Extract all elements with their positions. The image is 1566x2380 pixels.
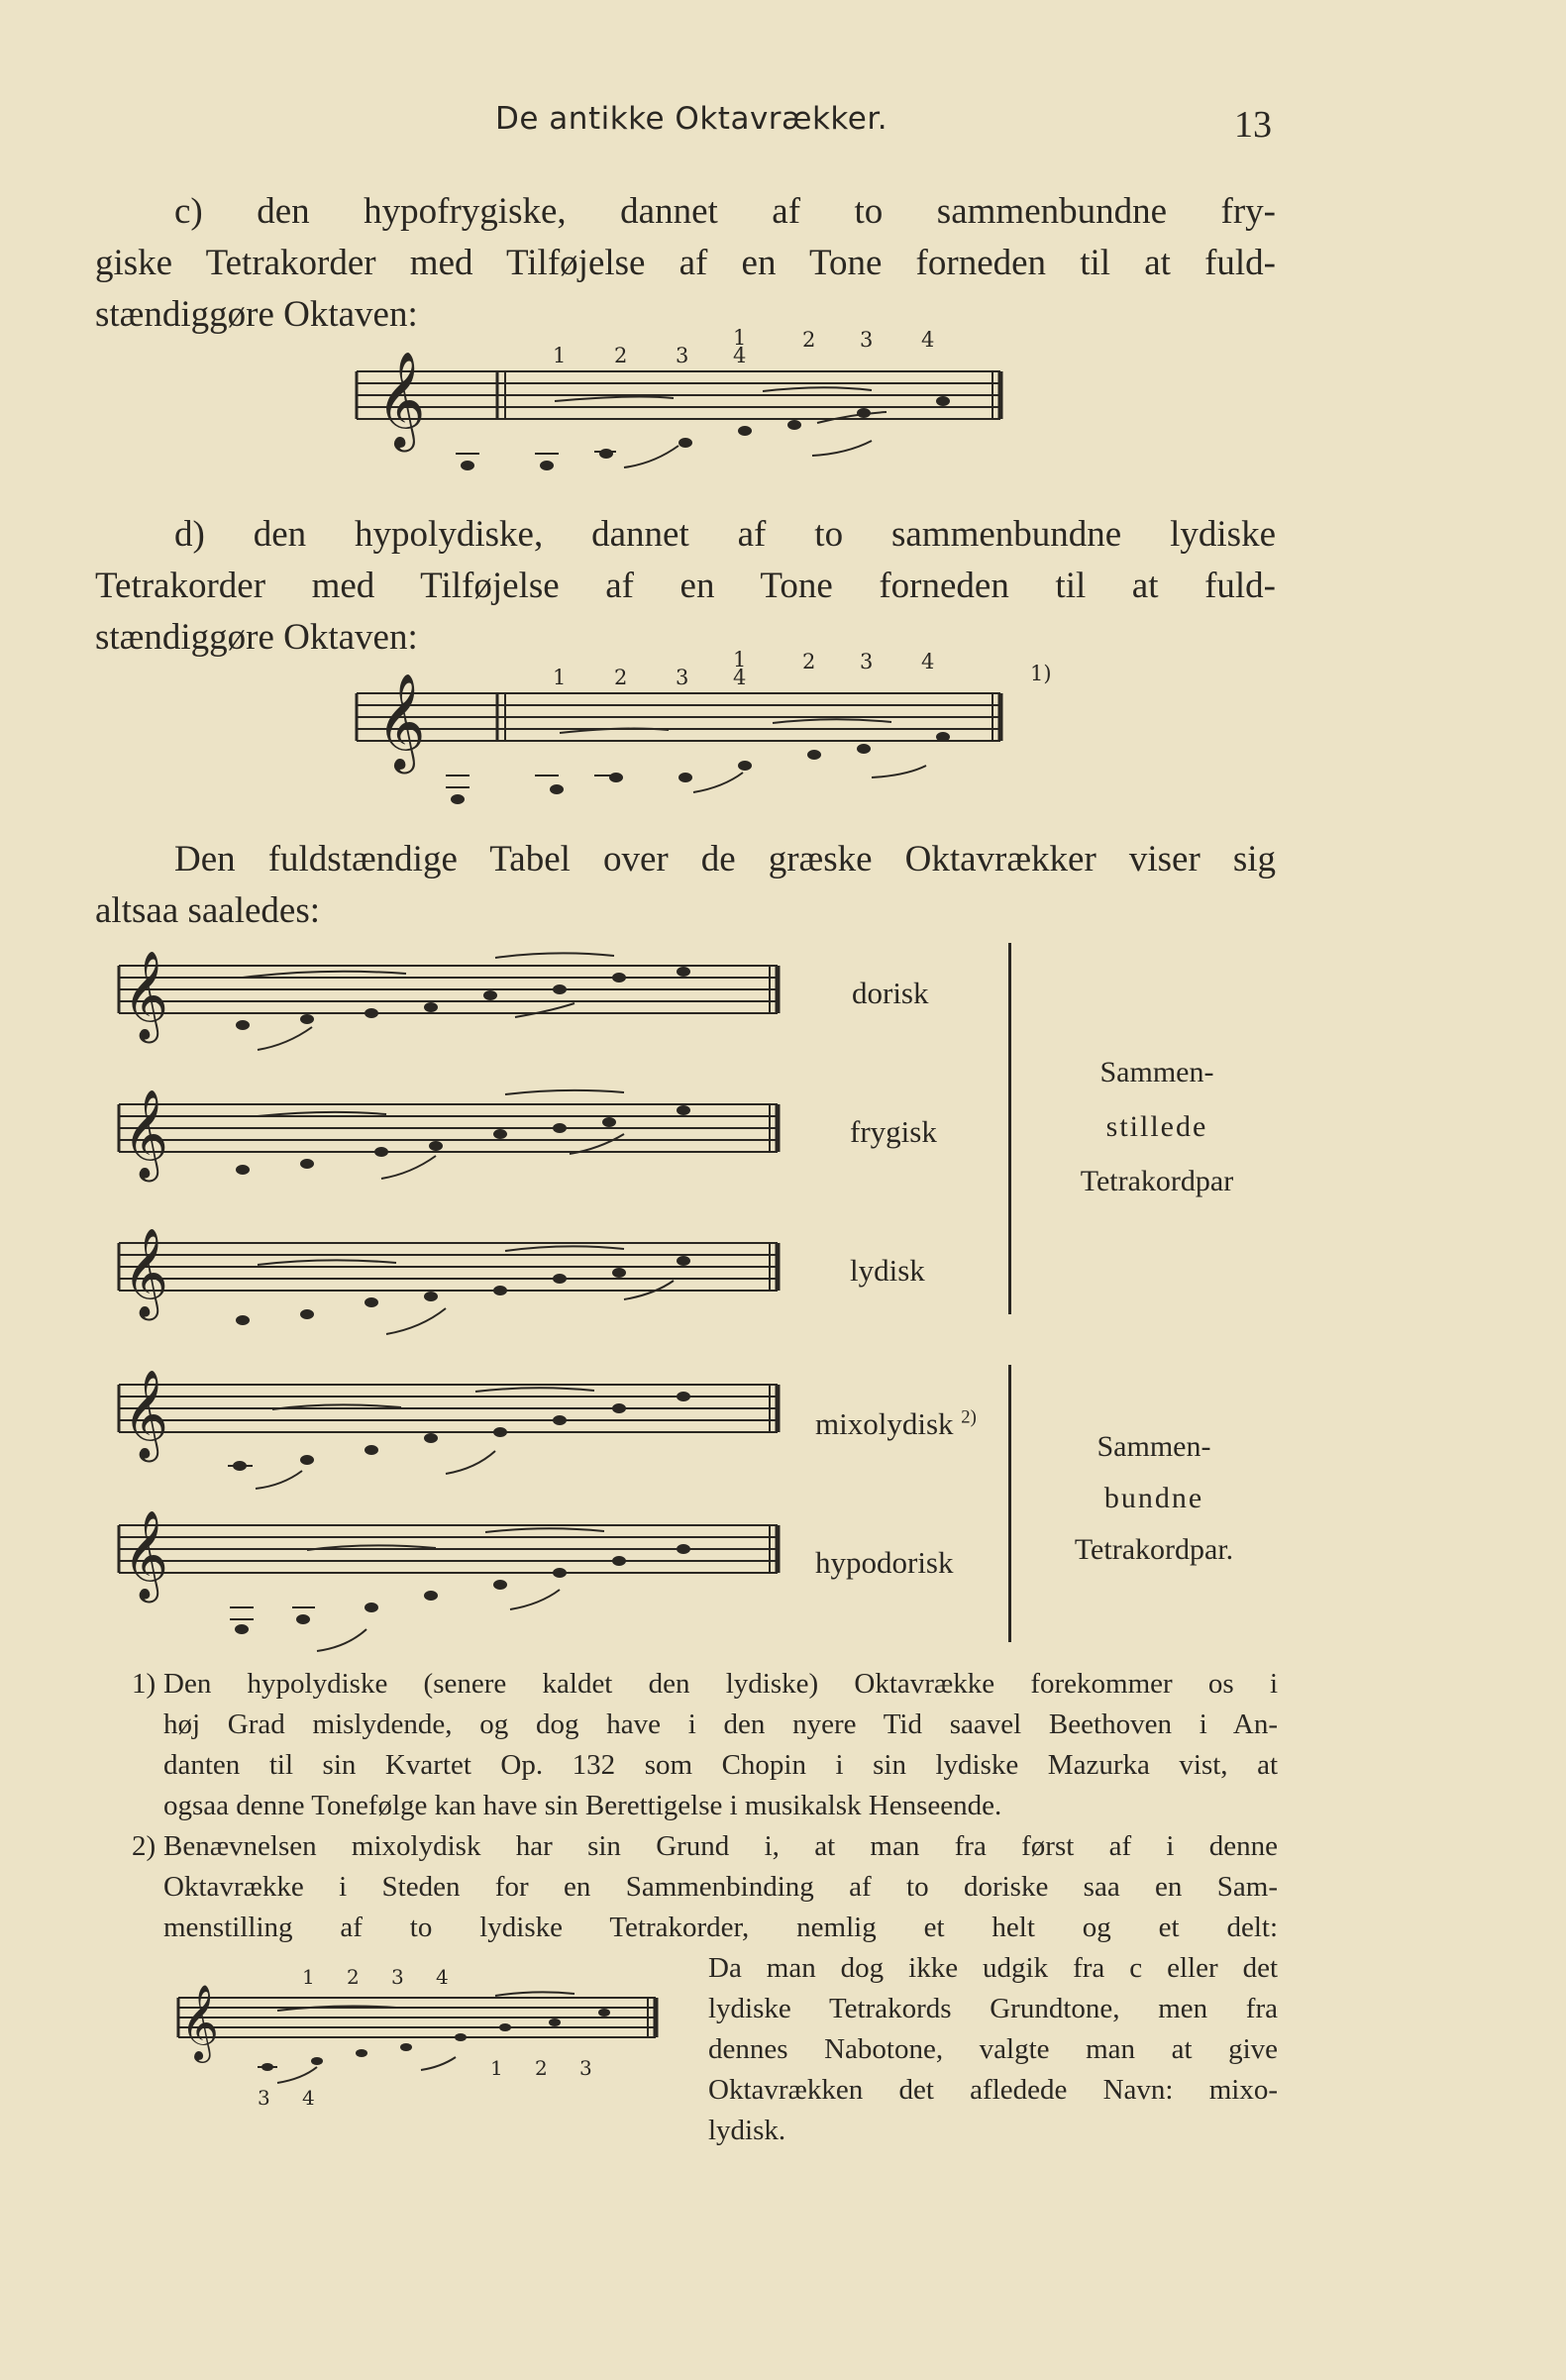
finger-number: 2 — [614, 344, 628, 367]
mode-label-dorisk: dorisk — [852, 976, 929, 1010]
finger-number: 2 — [614, 666, 628, 689]
tabel-line-1: Den fuldstændige Tabel over de græske Oktavrækker viser sig — [174, 839, 1276, 880]
section-c-line-3: stændiggøre Oktaven: — [95, 294, 418, 335]
finger-number: 1 — [733, 648, 747, 672]
footnote-1-line: danten til sin Kvartet Op. 132 som Chopin i sin lydiske Mazurka vist, at — [163, 1749, 1278, 1781]
mode-label-hypodorisk: hypodorisk — [815, 1545, 954, 1580]
finger-number: 1 — [490, 2056, 503, 2080]
footnote-1 — [132, 1664, 1278, 1826]
finger-number: 4 — [921, 650, 935, 673]
staff-lydisk — [119, 1243, 778, 1291]
footnote-2-line: Benævnelsen mixolydisk har sin Grund i, at man fra først af i denne — [163, 1830, 1278, 1862]
treble-clef-icon: 𝄞 — [123, 1089, 169, 1179]
staff-hypodorisk — [119, 1525, 778, 1619]
mode-label-frygisk: frygisk — [850, 1114, 937, 1149]
footnote-2-line: menstilling af to lydiske Tetrakorder, nemlig et helt og et delt: — [163, 1912, 1278, 1943]
brace-group-2 — [1008, 1365, 1011, 1642]
staff-hypolydisk — [337, 639, 1090, 812]
footnote-2-side-line: lydisk. — [708, 2115, 786, 2146]
page-number: 13 — [1234, 104, 1272, 146]
finger-number: 2 — [802, 650, 816, 673]
treble-clef-icon: 𝄞 — [376, 673, 426, 770]
footnote-2-side-line: dennes Nabotone, valgte man at give — [708, 2033, 1278, 2065]
finger-number: 4 — [733, 666, 747, 689]
section-d-line-2: Tetrakorder med Tilføjelse af en Tone forneden til at fuld- — [95, 566, 1276, 606]
finger-number: 1 — [553, 666, 567, 689]
mode-label-mixolydisk: mixolydisk $^{2)}$ — [815, 1406, 977, 1441]
tabel-paragraph — [95, 834, 1276, 937]
finger-number: 3 — [676, 344, 689, 367]
staff-footnote-mixolydisk — [168, 1946, 683, 2120]
finger-number: 1 — [302, 1965, 315, 1989]
group-label-stillede — [1043, 1045, 1271, 1208]
group-label-line: Tetrakordpar — [1080, 1165, 1234, 1197]
finger-number: 4 — [921, 328, 935, 352]
footnote-1-line: ogsaa denne Tonefølge kan have sin Berettigelse i musikalsk Henseende. — [163, 1790, 1002, 1821]
mode-label-lydisk: lydisk — [850, 1253, 925, 1288]
footnote-marker: 1) — [132, 1668, 157, 1700]
section-c-line-2: giske Tetrakorder med Tilføjelse af en Tone forneden til at fuld- — [95, 243, 1276, 283]
section-d-line-1: d) den hypolydiske, dannet af to sammenbundne lydiske — [174, 514, 1276, 555]
tabel-line-2: altsaa saaledes: — [95, 890, 321, 931]
finger-number: 3 — [579, 2056, 592, 2080]
group-label-line: stillede — [1105, 1110, 1208, 1143]
section-d-line-3: stændiggøre Oktaven: — [95, 617, 418, 658]
treble-clef-icon: 𝄞 — [123, 1370, 169, 1459]
footnote-ref: 2) — [961, 1406, 977, 1428]
finger-number: 3 — [860, 328, 874, 352]
finger-number: 3 — [391, 1965, 404, 1989]
treble-clef-icon: 𝄞 — [123, 1228, 169, 1317]
treble-clef-icon: 𝄞 — [180, 1984, 220, 2060]
footnote-2 — [132, 1826, 1278, 1948]
finger-number: 4 — [733, 344, 747, 367]
footnote-2-side-line: lydiske Tetrakords Grundtone, men fra — [708, 1993, 1278, 2024]
staff-hypofrygisk — [337, 317, 1050, 490]
finger-number: 4 — [302, 2086, 315, 2110]
footnote-1-line: høj Grad mislydende, og dog have i den nyere Tid saavel Beethoven i An- — [163, 1708, 1278, 1740]
treble-clef-icon: 𝄞 — [376, 351, 426, 448]
treble-clef-icon: 𝄞 — [123, 951, 169, 1040]
footnote-marker: 2) — [132, 1830, 157, 1862]
treble-clef-icon: 𝄞 — [123, 1510, 169, 1600]
footnote-2-side-text — [708, 1948, 1278, 2151]
group-label-bundne — [1040, 1421, 1268, 1576]
group-label-line: Sammen- — [1099, 1056, 1214, 1088]
footnote-2-side-line: Da man dog ikke udgik fra c eller det — [708, 1952, 1278, 1984]
group-label-line: bundne — [1103, 1482, 1204, 1514]
finger-number: 1 — [553, 344, 567, 367]
finger-number: 1 — [733, 326, 747, 350]
footnote-1-line: Den hypolydiske (senere kaldet den lydiske) Oktavrække forekommer os i — [163, 1668, 1278, 1700]
section-c-line-1: c) den hypofrygiske, dannet af to sammenbundne fry- — [174, 191, 1276, 232]
brace-group-1 — [1008, 943, 1011, 1314]
running-header: De antikke Oktavrækker. — [495, 101, 888, 137]
group-label-line: Sammen- — [1096, 1430, 1211, 1463]
finger-number: 3 — [258, 2086, 270, 2110]
footnote-2-line: Oktavrække i Steden for en Sammenbinding af to doriske saa en Sam- — [163, 1871, 1278, 1903]
group-label-line: Tetrakordpar. — [1074, 1533, 1234, 1566]
finger-number: 2 — [535, 2056, 548, 2080]
finger-number: 4 — [436, 1965, 449, 1989]
finger-number: 2 — [802, 328, 816, 352]
finger-number: 2 — [347, 1965, 360, 1989]
footnote-2-side-line: Oktavrækken det afledede Navn: mixo- — [708, 2074, 1278, 2106]
footnote-ref: 1) — [1030, 662, 1052, 685]
finger-number: 3 — [860, 650, 874, 673]
finger-number: 3 — [676, 666, 689, 689]
oktav-tabel-staves — [109, 946, 792, 1639]
